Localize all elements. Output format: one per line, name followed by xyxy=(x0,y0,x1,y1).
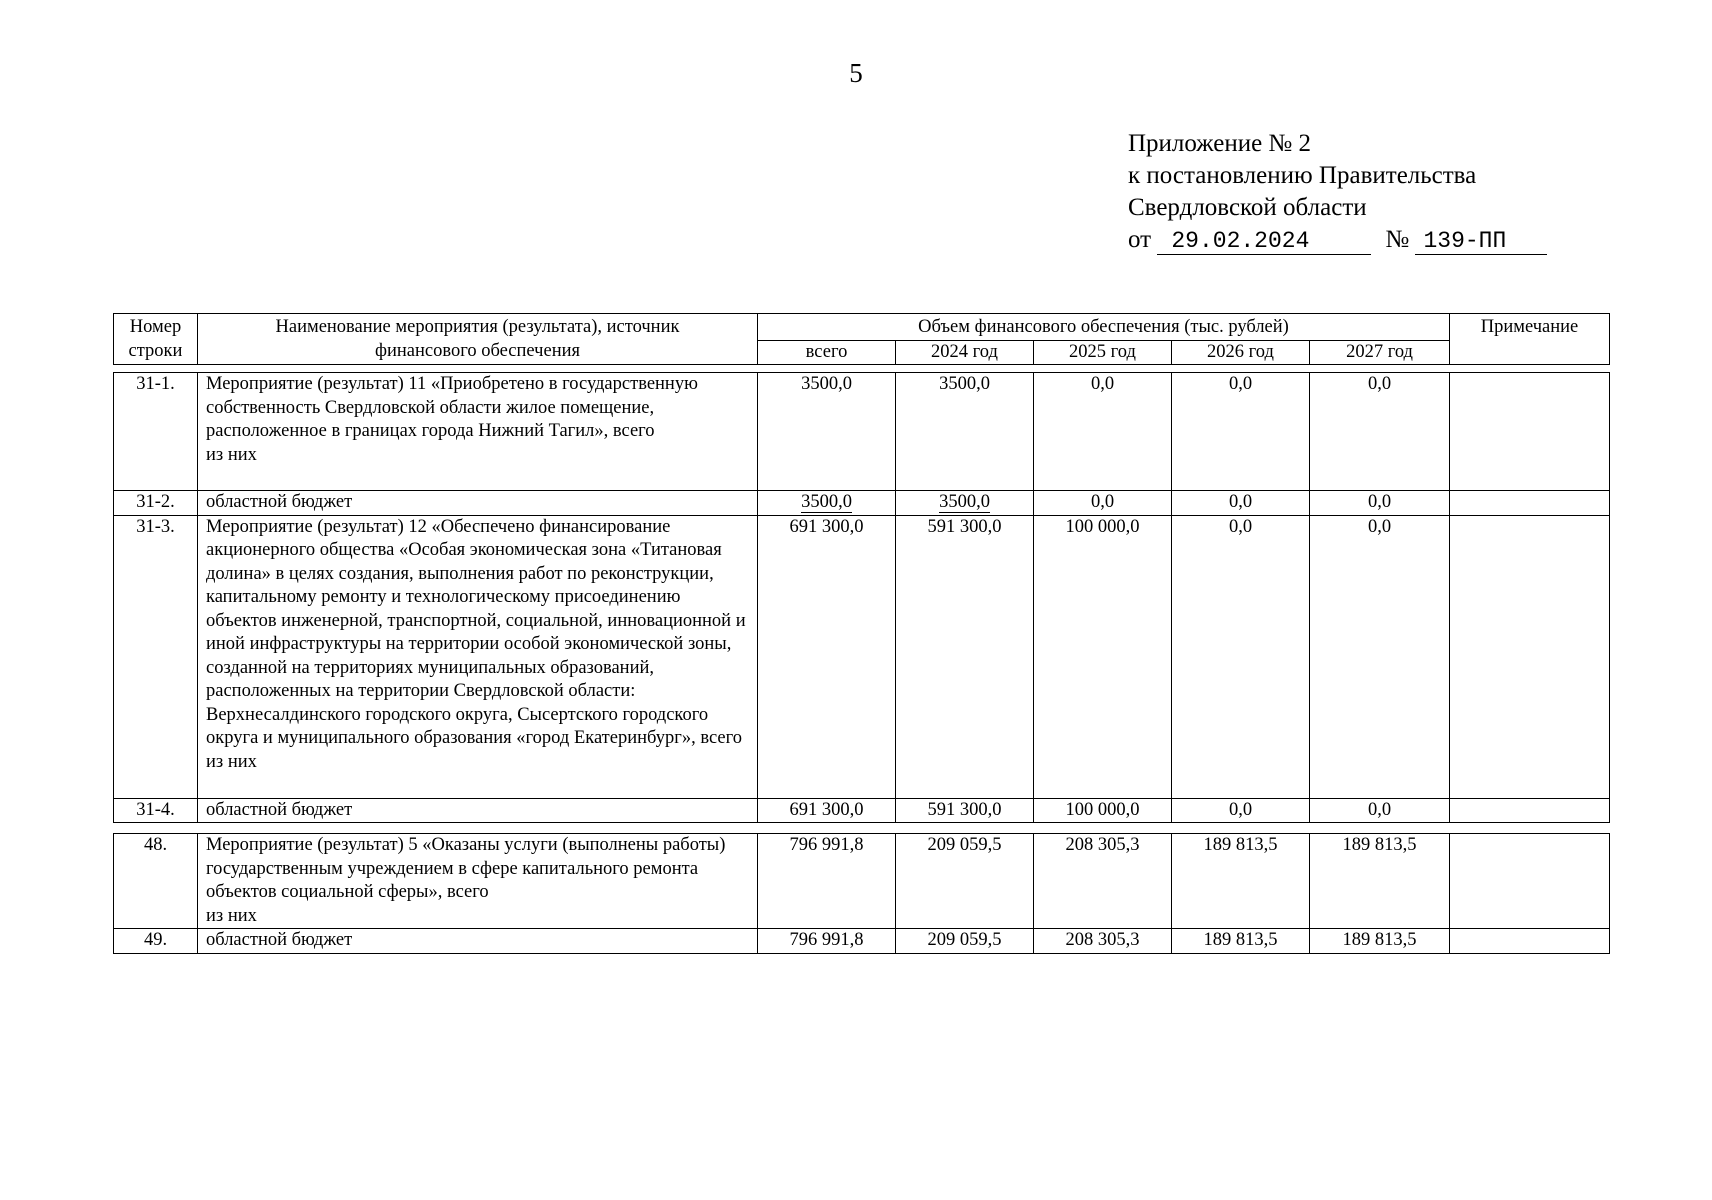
row-name xyxy=(198,373,758,491)
header-note: Примечание xyxy=(1450,314,1610,365)
header-row-number-text: Номер строки xyxy=(128,317,183,361)
header-funding-group: Объем финансового обеспечения (тыс. рублей) xyxy=(758,314,1450,341)
header-col-2026: 2026 год xyxy=(1172,340,1310,365)
value-2024: 591 300,0 xyxy=(896,515,1034,798)
table-row xyxy=(114,929,1610,954)
appendix-header xyxy=(1128,128,1547,256)
value-2025: 100 000,0 xyxy=(1034,515,1172,798)
row-note xyxy=(1450,834,1610,929)
resolution-date: 29.02.2024 xyxy=(1157,228,1371,255)
table-body-2 xyxy=(113,833,1610,954)
appendix-resolution: к постановлению Правительства xyxy=(1128,162,1477,189)
row-number: 48. xyxy=(114,834,198,929)
row-name: областной бюджет xyxy=(198,929,758,954)
row-note xyxy=(1450,798,1610,823)
value-2026: 189 813,5 xyxy=(1172,929,1310,954)
value-total: 3500,0 xyxy=(758,373,896,491)
from-label: от xyxy=(1128,226,1152,253)
row-name: областной бюджет xyxy=(198,798,758,823)
header-name xyxy=(198,314,758,365)
value-2024: 3500,0 xyxy=(896,373,1034,491)
value-total: 691 300,0 xyxy=(758,515,896,798)
row-name-text: Мероприятие (результат) 11 «Приобретено в государственную собственность Свердловской области жилое помещение, расположенное в границах города Нижний Тагил», всего xyxy=(206,374,698,441)
row-name-text: Мероприятие (результат) 12 «Обеспечено финансирование акционерного общества «Особая экономическая зона «Титановая долина» в целях создания, выполнения работ по реконструкции, капитальному ремонту и технологическому присоединению объектов инженерной, транспортной, социальной, инновационной и иной инфраструктуры на территории особой экономической зоны, созданной на территориях муниципальных образований, расположенных на территории Свердловской области: Верхнесалдинского городского округа, Сысертского городского округа и муниципального образования «город Екатеринбург», всего xyxy=(206,516,746,748)
value-2025: 0,0 xyxy=(1034,491,1172,516)
header-col-2027: 2027 год xyxy=(1310,340,1450,365)
row-note xyxy=(1450,929,1610,954)
value-2025: 208 305,3 xyxy=(1034,834,1172,929)
value-2026: 0,0 xyxy=(1172,798,1310,823)
appendix-title: Приложение № 2 xyxy=(1128,130,1312,157)
row-number: 31-4. xyxy=(114,798,198,823)
header-col-2025: 2025 год xyxy=(1034,340,1172,365)
value-2025: 0,0 xyxy=(1034,373,1172,491)
value-2024 xyxy=(896,491,1034,516)
value-total-text: 3500,0 xyxy=(801,492,852,512)
value-2024-text: 3500,0 xyxy=(939,492,990,512)
row-name-text: Мероприятие (результат) 5 «Оказаны услуги (выполнены работы) государственным учреждением в сфере капитального ремонта объектов социальной сферы», всего xyxy=(206,835,726,902)
table-row xyxy=(114,515,1610,798)
value-2027: 0,0 xyxy=(1310,373,1450,491)
table-header xyxy=(113,313,1610,365)
row-name: областной бюджет xyxy=(198,491,758,516)
header-row-number xyxy=(114,314,198,365)
value-2025: 100 000,0 xyxy=(1034,798,1172,823)
number-label: № xyxy=(1385,226,1410,253)
table-row xyxy=(114,491,1610,516)
value-2025: 208 305,3 xyxy=(1034,929,1172,954)
value-total: 796 991,8 xyxy=(758,834,896,929)
row-name xyxy=(198,515,758,798)
value-2026: 0,0 xyxy=(1172,491,1310,516)
value-2027: 189 813,5 xyxy=(1310,834,1450,929)
value-total xyxy=(758,491,896,516)
value-2024: 209 059,5 xyxy=(896,929,1034,954)
table-body-1 xyxy=(113,372,1610,823)
value-2024: 591 300,0 xyxy=(896,798,1034,823)
row-number: 31-1. xyxy=(114,373,198,491)
value-2026: 189 813,5 xyxy=(1172,834,1310,929)
value-2027: 0,0 xyxy=(1310,515,1450,798)
row-name xyxy=(198,834,758,929)
resolution-number: 139-ПП xyxy=(1415,228,1547,255)
value-2024: 209 059,5 xyxy=(896,834,1034,929)
header-col-total: всего xyxy=(758,340,896,365)
value-2027: 0,0 xyxy=(1310,798,1450,823)
header-col-2024: 2024 год xyxy=(896,340,1034,365)
value-total: 796 991,8 xyxy=(758,929,896,954)
row-note xyxy=(1450,373,1610,491)
value-total: 691 300,0 xyxy=(758,798,896,823)
row-name-sub: из них xyxy=(206,751,257,772)
table-row xyxy=(114,798,1610,823)
header-name-text: Наименование мероприятия (результата), источник финансового обеспечения xyxy=(275,317,680,361)
row-name-sub: из них xyxy=(206,905,257,926)
value-2027: 189 813,5 xyxy=(1310,929,1450,954)
appendix-date-number xyxy=(1128,224,1547,256)
value-2027: 0,0 xyxy=(1310,491,1450,516)
row-name-sub: из них xyxy=(206,444,257,465)
value-2026: 0,0 xyxy=(1172,515,1310,798)
table-row xyxy=(114,373,1610,491)
row-number: 49. xyxy=(114,929,198,954)
page-number: 5 xyxy=(849,58,863,88)
row-number: 31-3. xyxy=(114,515,198,798)
row-note xyxy=(1450,491,1610,516)
value-2026: 0,0 xyxy=(1172,373,1310,491)
appendix-region: Свердловской области xyxy=(1128,194,1367,221)
row-number: 31-2. xyxy=(114,491,198,516)
table-row xyxy=(114,834,1610,929)
row-note xyxy=(1450,515,1610,798)
